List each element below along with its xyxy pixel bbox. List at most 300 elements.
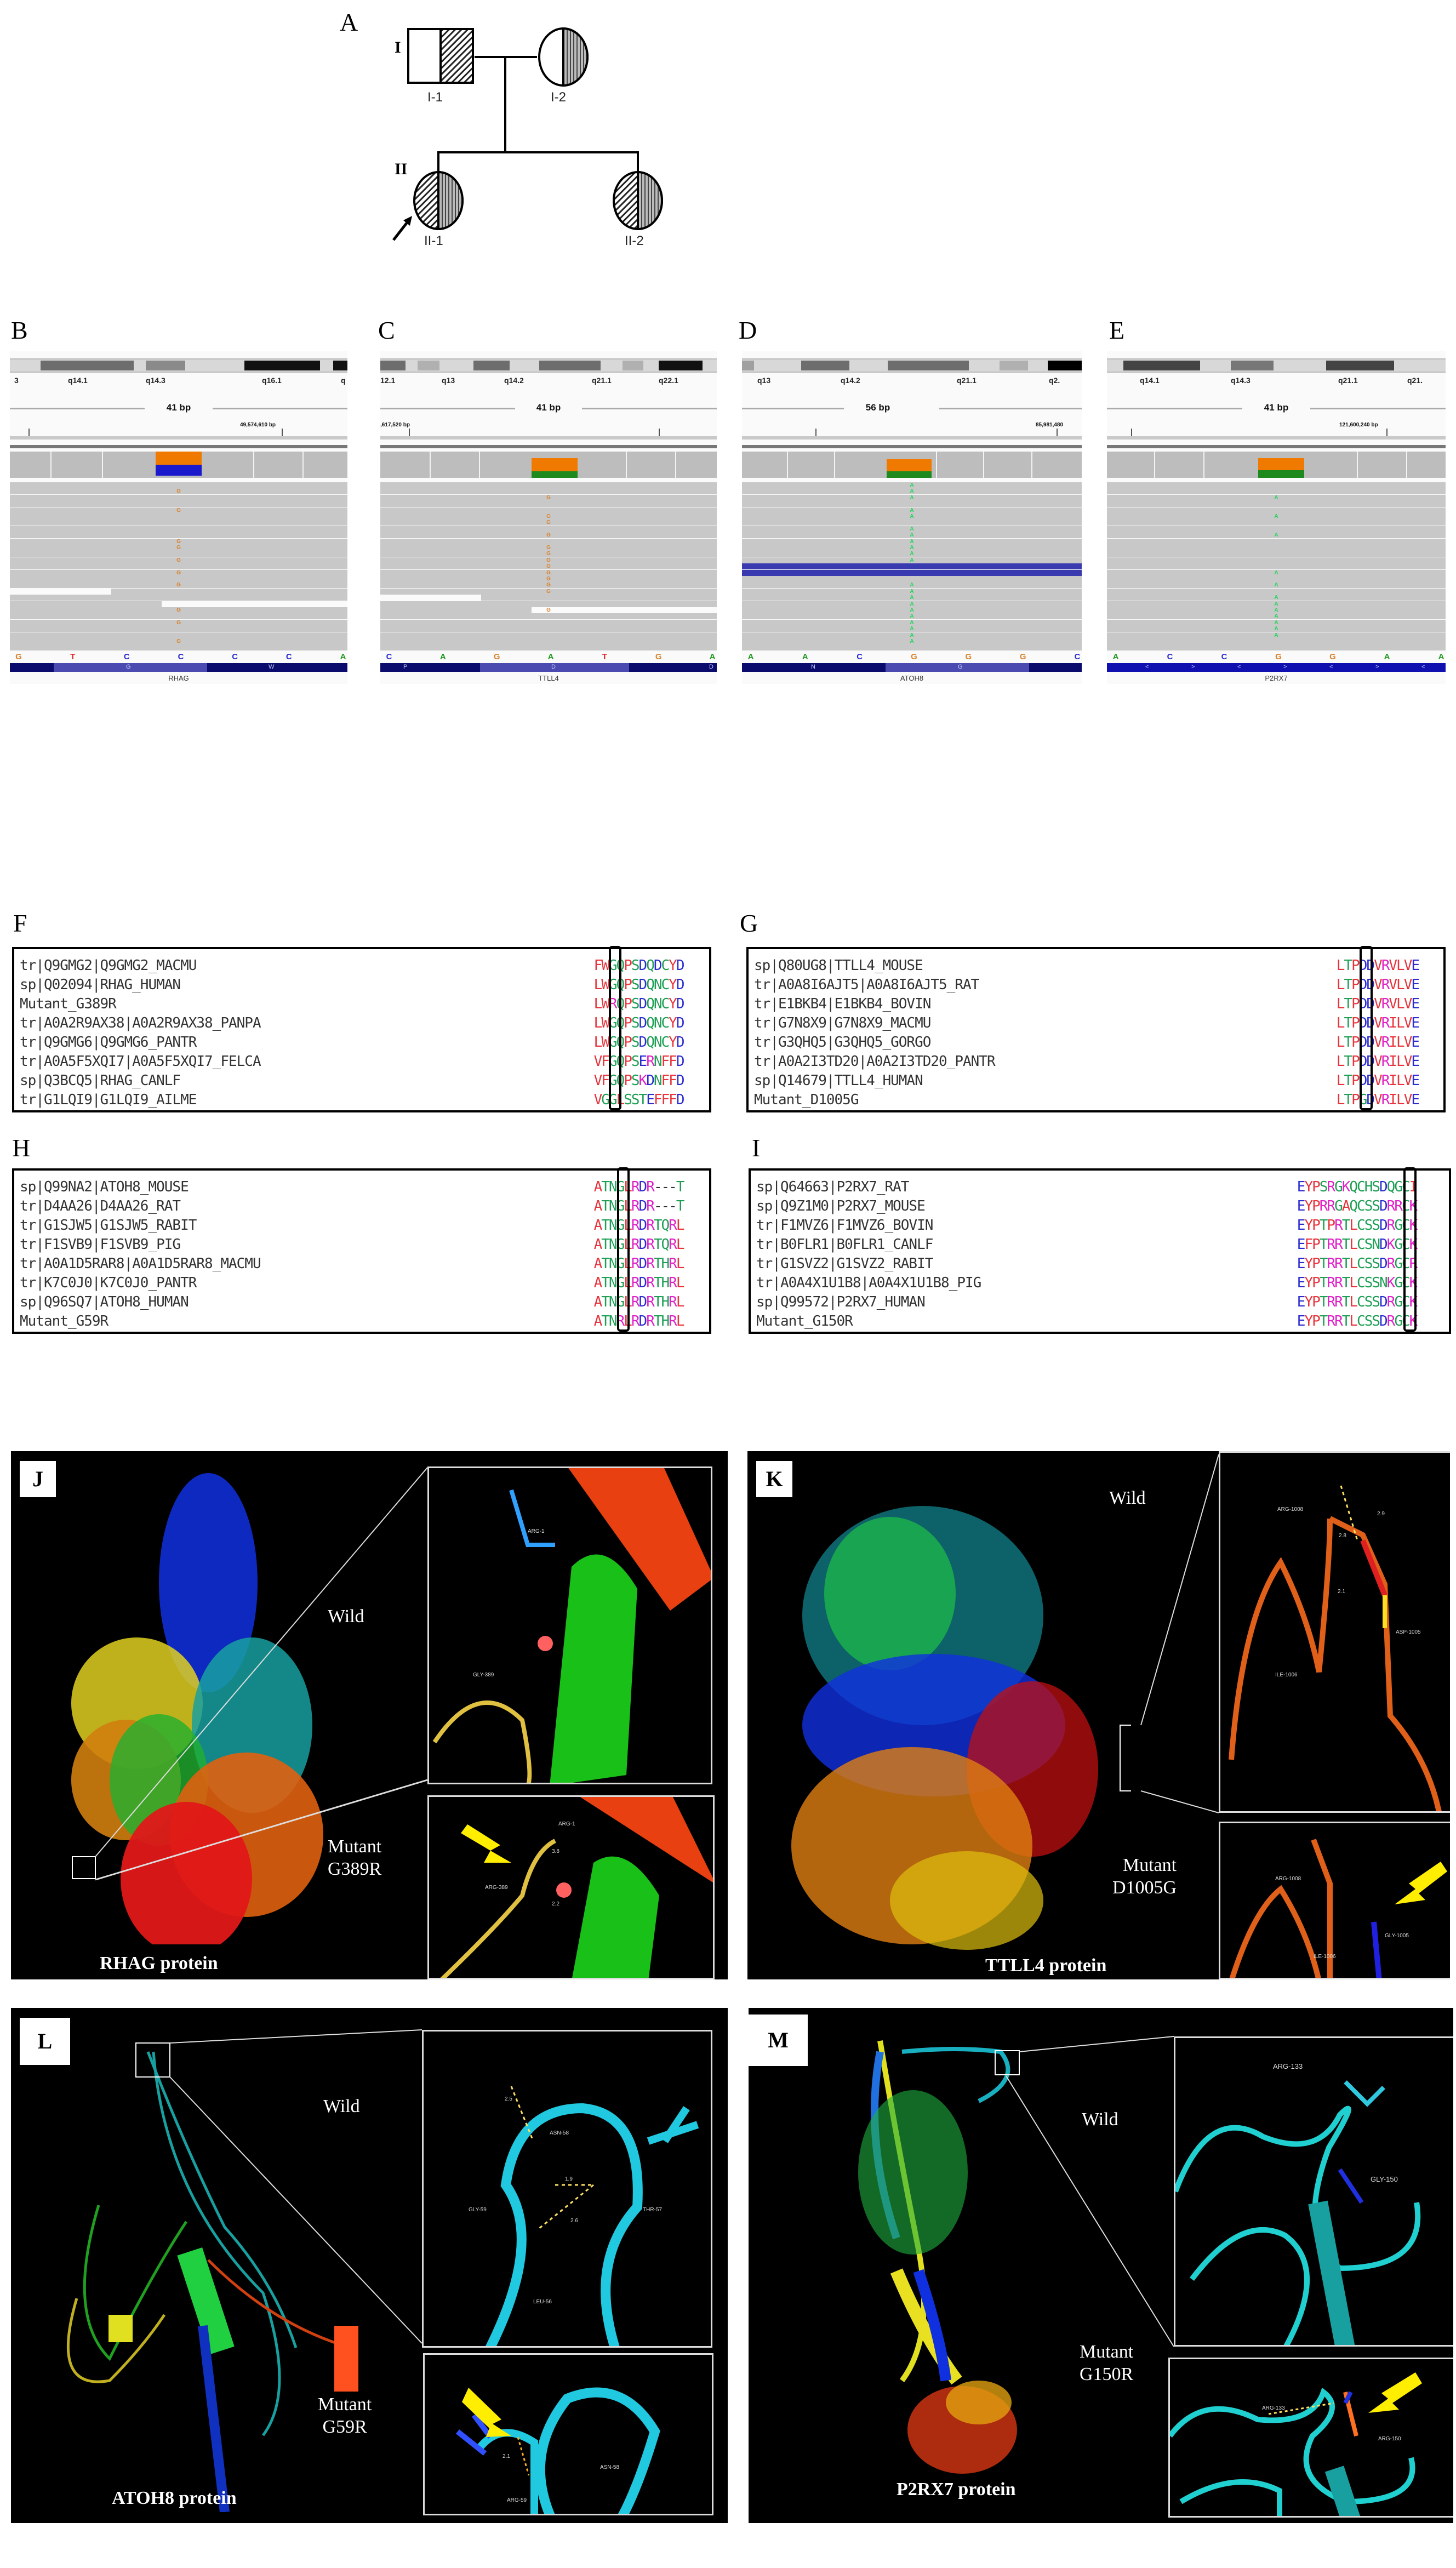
alignment-row-name: tr|A0A4X1U1B8|A0A4X1U1B8_PIG	[756, 1275, 981, 1291]
reference-base: G	[1329, 652, 1336, 661]
mismatch-base: A	[1274, 626, 1278, 632]
amino-acid-track: P D D	[380, 663, 717, 672]
mismatch-base: A	[910, 588, 914, 595]
mismatch-base: G	[176, 557, 181, 563]
reference-base: G	[655, 652, 662, 661]
igv-panel-p2rx7	[1107, 351, 1446, 684]
read	[1107, 520, 1446, 526]
alignment-row-name: tr|D4AA26|D4AA26_RAT	[20, 1198, 181, 1214]
coverage-allele-bar	[1258, 458, 1304, 470]
read	[1107, 563, 1446, 569]
cytoband-labels: q13 q14.2 q21.1 q2.	[757, 376, 1060, 385]
read	[10, 613, 347, 619]
alignment-row-sequence: VGGLSSTEFFFD	[593, 1092, 684, 1108]
alignment-row-sequence: LTPDDVRVLVE	[1336, 977, 1419, 993]
alignment-row-sequence: EYPTRRTLCSSNKGCK	[1297, 1275, 1417, 1291]
individual-i2-label: I-2	[551, 90, 567, 105]
alignment-row-name: sp|Q99NA2|ATOH8_MOUSE	[20, 1179, 189, 1195]
reference-base: G	[1275, 652, 1282, 661]
mismatch-base: G	[546, 569, 551, 576]
coordinate-label: 85,981,480	[1036, 422, 1064, 428]
alignment-row-name: tr|A0A2I3TD20|A0A2I3TD20_PANTR	[754, 1053, 995, 1070]
mismatch-base: G	[546, 563, 551, 570]
mismatch-base: A	[1274, 595, 1278, 601]
read	[1107, 638, 1446, 644]
read	[742, 520, 1082, 526]
mismatch-base: A	[1274, 582, 1278, 589]
reference-base: G	[1019, 652, 1026, 661]
descent-line	[504, 56, 506, 152]
strand-arrow: >	[1283, 664, 1287, 670]
reference-base: A	[709, 652, 716, 661]
reads-track	[10, 482, 347, 651]
individual-ii1-label: II-1	[424, 233, 443, 248]
reference-base: G	[493, 652, 500, 661]
individual-i1-label: I-1	[427, 90, 443, 105]
protein-name-label: TTLL4 protein	[985, 1955, 1107, 1976]
chromosome-ideogram	[380, 358, 717, 373]
alignment-row-name: tr|A0A8I6AJT5|A0A8I6AJT5_RAT	[754, 977, 979, 993]
conserved-site-highlight	[617, 1167, 630, 1332]
mismatch-base: A	[910, 513, 914, 520]
wild-label: Wild	[1082, 2109, 1118, 2130]
read	[1107, 539, 1446, 545]
protein-name-label: RHAG protein	[100, 1953, 218, 1973]
reference-sequence	[380, 652, 717, 662]
protein-panel-ttll4	[747, 1451, 1450, 1979]
reference-base: A	[1384, 652, 1390, 661]
read	[380, 526, 717, 532]
mismatch-base: A	[910, 488, 914, 495]
alignment-row-sequence: EYPTRRTLCSSDRGCK	[1297, 1313, 1417, 1329]
coverage-ref-bar	[1258, 470, 1304, 478]
individual-ii2-circle-icon	[612, 170, 664, 231]
reference-base: A	[1438, 652, 1444, 661]
mismatch-base: A	[1274, 619, 1278, 626]
reference-base: A	[747, 652, 754, 661]
span-bar	[1107, 402, 1446, 414]
read	[10, 595, 347, 601]
alignment-row-name: tr|G1SVZ2|G1SVZ2_RABIT	[756, 1256, 933, 1272]
reference-base: C	[1074, 652, 1081, 661]
mismatch-base: G	[176, 545, 181, 551]
mismatch-base: A	[910, 626, 914, 632]
reference-base: C	[1167, 652, 1173, 661]
read	[1107, 576, 1446, 582]
reads-track	[742, 482, 1082, 651]
alignment-row-sequence: ATNRLRDRTHRL	[593, 1313, 684, 1329]
alignment-row-sequence: ATNGLRDR---T	[593, 1198, 684, 1214]
conserved-site-highlight	[1403, 1167, 1416, 1332]
proband-arrow-icon	[390, 215, 414, 243]
coordinate-label: 49,574,610 bp	[240, 422, 276, 428]
alignment-row-sequence: VFGQPSERNFFD	[593, 1053, 684, 1070]
reference-base: C	[123, 652, 130, 661]
read	[10, 495, 347, 501]
read	[10, 526, 347, 532]
alignment-row-sequence: EYPSRGKQCHSDQGCI	[1297, 1179, 1417, 1195]
mismatch-base: G	[546, 520, 551, 526]
mismatch-base: G	[176, 619, 181, 626]
mismatch-base: A	[1274, 613, 1278, 620]
read	[1107, 545, 1446, 551]
panel-label-k: K	[756, 1461, 792, 1497]
panel-label-c: C	[378, 316, 395, 344]
panel-label-i: I	[752, 1134, 761, 1162]
mismatch-base: A	[1274, 569, 1278, 576]
mismatch-base: G	[176, 488, 181, 495]
alignment-row-name: sp|Q02094|RHAG_HUMAN	[20, 977, 181, 993]
read	[10, 576, 347, 582]
wild-label: Wild	[323, 2096, 360, 2116]
alignment-row-name: Mutant_G150R	[756, 1313, 853, 1329]
gene-label: ATOH8	[900, 674, 924, 682]
reference-base: C	[857, 652, 863, 661]
span-label: 41 bp	[166, 402, 191, 413]
mutant-label: Mutant D1005G	[1112, 1855, 1177, 1898]
alignment-row-name: tr|G7N8X9|G7N8X9_MACMU	[754, 1015, 931, 1031]
read	[380, 644, 717, 650]
wild-label: Wild	[328, 1606, 364, 1627]
alignment-row-sequence: LWRQPSDQNCYD	[593, 996, 684, 1012]
alignment-row-sequence: LTPDDVRVLVE	[1336, 996, 1419, 1012]
read	[10, 601, 162, 607]
reference-base: A	[802, 652, 808, 661]
mismatch-base: G	[546, 576, 551, 582]
strand-arrow: <	[1145, 664, 1149, 670]
read	[742, 501, 1082, 507]
panel-label-j: J	[20, 1461, 56, 1497]
read	[1107, 482, 1446, 488]
wild-label: Wild	[1109, 1488, 1146, 1508]
read	[1107, 526, 1446, 532]
mismatch-base: A	[910, 601, 914, 607]
reference-base: A	[340, 652, 346, 661]
mismatch-base: A	[910, 482, 914, 488]
read	[1107, 488, 1446, 494]
alignment-row-name: tr|Q9GMG6|Q9GMG6_PANTR	[20, 1034, 197, 1051]
panel-label-a: A	[340, 8, 358, 36]
mutant-label: Mutant G150R	[1080, 2342, 1134, 2384]
mismatch-base: G	[546, 551, 551, 557]
alignment-row-name: sp|Q80UG8|TTLL4_MOUSE	[754, 957, 923, 974]
cytoband-labels: q14.1 q14.3 q21.1 q21.	[1140, 376, 1423, 385]
read	[380, 539, 717, 545]
reference-base: C	[178, 652, 184, 661]
alignment-row-sequence: FWGQPSDQDCYD	[593, 957, 684, 974]
reference-base: G	[911, 652, 917, 661]
mismatch-base: G	[546, 494, 551, 501]
individual-i1-square-icon	[407, 27, 475, 84]
span-label: 41 bp	[1264, 402, 1289, 413]
chromosome-ideogram	[742, 358, 1082, 373]
mismatch-base: A	[1274, 632, 1278, 638]
alignment-row-sequence: ATNGLRDR---T	[593, 1179, 684, 1195]
wild-inset: ARG-133 GLY-150	[1174, 2036, 1453, 2347]
alignment-row-sequence: LTPGDVRILVE	[1336, 1092, 1419, 1108]
read	[380, 607, 532, 613]
mismatch-base: A	[910, 613, 914, 620]
protein-panel-rhag	[11, 1451, 728, 1979]
mismatch-base: A	[910, 595, 914, 601]
read	[380, 601, 717, 607]
amino-acid-track	[1107, 663, 1446, 672]
mismatch-base: G	[546, 532, 551, 539]
alignment-row-sequence: ATNGLRDRTQRL	[593, 1236, 684, 1253]
ruler	[742, 436, 1082, 440]
read	[380, 482, 717, 488]
span-bar	[380, 402, 717, 414]
alignment-row-name: tr|A0A5F5XQI7|A0A5F5XQI7_FELCA	[20, 1053, 261, 1070]
mutant-label: Mutant G59R	[318, 2394, 372, 2437]
mismatch-base: A	[910, 551, 914, 557]
alignment-row-name: Mutant_G59R	[20, 1313, 109, 1329]
read	[10, 626, 347, 632]
alignment-row-sequence: ATNGLRDRTHRL	[593, 1275, 684, 1291]
alignment-row-name: Mutant_G389R	[20, 996, 116, 1012]
mutant-inset: ARG-1 ARG-389 3.8 2.2	[427, 1795, 715, 1979]
ruler	[10, 436, 347, 440]
mismatch-base: G	[546, 607, 551, 613]
wild-inset: ARG-1 GLY-389	[427, 1466, 712, 1784]
read	[10, 551, 347, 557]
alignment-row-name: tr|G1SJW5|G1SJW5_RABIT	[20, 1217, 197, 1234]
panel-label-l: L	[20, 2018, 70, 2065]
panel-label-b: B	[11, 316, 28, 344]
alignment-row-sequence: LTPDDVRILVE	[1336, 1053, 1419, 1070]
read	[10, 632, 347, 638]
reference-base: C	[286, 652, 292, 661]
coordinate-label: ,617,520 bp	[380, 422, 410, 428]
mismatch-base: G	[176, 569, 181, 576]
mismatch-base: A	[910, 538, 914, 545]
mismatch-base: A	[910, 638, 914, 644]
protein-name-label: P2RX7 protein	[897, 2479, 1016, 2499]
igv-panel-atoh8	[742, 351, 1082, 684]
igv-panel-rhag	[10, 351, 347, 684]
read	[742, 563, 1082, 569]
mismatch-base: A	[910, 582, 914, 589]
coordinate-label: 121,600,240 bp	[1339, 422, 1378, 428]
read	[1107, 644, 1446, 650]
mismatch-base: A	[1274, 532, 1278, 539]
mismatch-base: A	[1274, 494, 1278, 501]
alignment-row-sequence: LWGQPSDQNCYD	[593, 977, 684, 993]
alignment-row-name: tr|A0A1D5RAR8|A0A1D5RAR8_MACMU	[20, 1256, 261, 1272]
read	[1107, 551, 1446, 557]
alignment-panel-atoh8	[12, 1168, 711, 1334]
panel-label-m: M	[749, 2015, 808, 2066]
alignment-row-sequence: ATNGLRDRTQRL	[593, 1217, 684, 1234]
alignment-row-name: tr|G3QHQ5|G3QHQ5_GORGO	[754, 1034, 931, 1051]
mismatch-base: A	[910, 507, 914, 513]
mismatch-base: A	[910, 532, 914, 539]
coverage-allele-bar	[887, 459, 932, 471]
span-label: 56 bp	[865, 402, 890, 413]
gene-label: RHAG	[168, 674, 189, 682]
alignment-row-name: tr|K7C0J0|K7C0J0_PANTR	[20, 1275, 197, 1291]
reference-base: T	[602, 652, 607, 661]
read	[481, 595, 717, 601]
alignment-row-name: tr|F1MVZ6|F1MVZ6_BOVIN	[756, 1217, 933, 1234]
alignment-row-sequence: LWGQPSDQNCYD	[593, 1015, 684, 1031]
alignment-row-sequence: EYPTRRTLCSSDRGCR	[1297, 1256, 1417, 1272]
mismatch-base: G	[176, 538, 181, 545]
mismatch-base: A	[910, 545, 914, 551]
mismatch-base: A	[910, 494, 914, 501]
mismatch-base: G	[176, 507, 181, 513]
reference-base: T	[70, 652, 76, 661]
strand-arrow: >	[1375, 664, 1379, 670]
wild-inset: ARG-1008 ASP-1005 ILE-1006 2.9 2.8 2.1	[1219, 1451, 1450, 1813]
mismatch-base: G	[546, 545, 551, 551]
alignment-row-name: sp|Q9Z1M0|P2RX7_MOUSE	[756, 1198, 925, 1214]
alignment-panel-p2rx7	[749, 1168, 1451, 1334]
alignment-row-name: tr|Q9GMG2|Q9GMG2_MACMU	[20, 957, 197, 974]
mismatch-base: G	[176, 607, 181, 613]
alignment-row-name: Mutant_D1005G	[754, 1092, 859, 1108]
mismatch-base: G	[546, 557, 551, 563]
mutant-label: Mutant G389R	[328, 1836, 382, 1879]
read	[10, 532, 347, 538]
mismatch-base: A	[1274, 607, 1278, 613]
alignment-row-sequence: LTPDDVRILVE	[1336, 1072, 1419, 1089]
gene-label: TTLL4	[538, 674, 559, 682]
alignment-row-name: tr|B0FLR1|B0FLR1_CANLF	[756, 1236, 933, 1253]
protein-name-label: ATOH8 protein	[112, 2488, 237, 2508]
alignment-row-name: tr|E1BKB4|E1BKB4_BOVIN	[754, 996, 931, 1012]
panel-label-h: H	[12, 1134, 31, 1162]
reference-base: G	[15, 652, 22, 661]
read	[380, 488, 717, 494]
individual-ii1-circle-icon	[412, 170, 465, 231]
alignment-row-name: tr|A0A2R9AX38|A0A2R9AX38_PANPA	[20, 1015, 261, 1031]
generation-label-2: II	[395, 160, 408, 178]
alignment-row-sequence: EYPTPRTLCSSDRGCK	[1297, 1217, 1417, 1234]
coverage-ref-bar	[532, 471, 578, 478]
strand-arrow: >	[1191, 664, 1195, 670]
alignment-row-name: sp|Q96SQ7|ATOH8_HUMAN	[20, 1294, 189, 1310]
mismatch-base: A	[1274, 601, 1278, 607]
reference-base: G	[965, 652, 972, 661]
alignment-row-sequence: EYPRRGAQCSSDRRCK	[1297, 1198, 1417, 1214]
protein-panel-atoh8	[11, 2008, 728, 2523]
coverage-allele-bar	[156, 452, 202, 465]
individual-ii2-label: II-2	[625, 233, 644, 248]
chromosome-ideogram	[1107, 358, 1446, 373]
alignment-row-sequence: EFPTRRTLCSNDKGCK	[1297, 1236, 1417, 1253]
read	[380, 626, 717, 632]
alignment-row-sequence: LTPDDVRVLVE	[1336, 957, 1419, 974]
alignment-row-sequence: LTPDDVRILVE	[1336, 1015, 1419, 1031]
alignment-row-name: tr|F1SVB9|F1SVB9_PIG	[20, 1236, 181, 1253]
generation-label-1: I	[395, 38, 401, 56]
read	[10, 644, 347, 650]
strand-arrow: <	[1329, 664, 1333, 670]
reference-base: C	[1221, 652, 1227, 661]
ruler	[1107, 436, 1446, 440]
coverage-ref-bar	[156, 465, 202, 476]
wild-inset: ASN-58 GLY-59 THR-57 LEU-56 2.5 1.9 2.6	[422, 2030, 712, 2348]
read	[1107, 589, 1446, 595]
alignment-row-sequence: EYPTRRTLCSSDRGCK	[1297, 1294, 1417, 1310]
read	[1107, 501, 1446, 507]
read	[742, 644, 1082, 650]
conserved-site-highlight	[609, 946, 621, 1110]
amino-acid-track: G W	[10, 663, 347, 672]
reference-sequence	[1107, 652, 1446, 662]
read	[380, 501, 717, 507]
read	[742, 570, 1082, 576]
read	[380, 613, 717, 619]
read	[10, 501, 347, 507]
sibship-line	[437, 151, 638, 153]
reads-track	[380, 482, 717, 651]
igv-panel-ttll4	[380, 351, 717, 684]
reference-base: A	[439, 652, 446, 661]
reference-sequence	[10, 652, 347, 662]
panel-label-e: E	[1109, 316, 1125, 344]
coverage-ref-bar	[887, 471, 932, 478]
alignment-row-name: sp|Q14679|TTLL4_HUMAN	[754, 1072, 923, 1089]
alignment-row-name: sp|Q64663|P2RX7_RAT	[756, 1179, 909, 1195]
mutant-inset: ARG-59 ASN-58 2.1	[423, 2353, 713, 2515]
coverage-allele-bar	[532, 458, 578, 471]
span-bar	[10, 402, 347, 414]
alignment-row-sequence: LWGQPSDQNCYD	[593, 1034, 684, 1051]
read	[380, 632, 717, 638]
read	[10, 520, 347, 526]
reference-base: C	[232, 652, 238, 661]
strand-arrow: <	[1237, 664, 1241, 670]
ruler	[380, 436, 717, 440]
mismatch-base: G	[546, 582, 551, 589]
read	[380, 620, 717, 626]
individual-i2-circle-icon	[537, 26, 590, 88]
alignment-row-sequence: LTPDDVRILVE	[1336, 1034, 1419, 1051]
read	[111, 589, 347, 595]
mismatch-base: G	[176, 638, 181, 644]
mismatch-base: G	[546, 588, 551, 595]
mismatch-base: A	[910, 619, 914, 626]
reference-base: A	[1112, 652, 1119, 661]
alignment-row-sequence: ATNGLRDRTHRL	[593, 1256, 684, 1272]
mutant-inset: ARG-1008 GLY-1005 ILE-1006	[1219, 1822, 1450, 1979]
alignment-row-name: sp|Q99572|P2RX7_HUMAN	[756, 1294, 925, 1310]
panel-label-f: F	[13, 909, 27, 937]
mismatch-base: A	[910, 557, 914, 563]
span-bar	[742, 402, 1082, 414]
read	[1107, 557, 1446, 563]
alignment-row-sequence: VFGQPSKDNFFD	[593, 1072, 684, 1089]
reads-track	[1107, 482, 1446, 651]
strand-arrow: <	[1421, 664, 1425, 670]
amino-acid-track: N G	[742, 663, 1082, 672]
cytoband-labels: 3 q14.1 q14.3 q16.1 q	[14, 376, 346, 385]
alignment-panel-ttll4	[746, 947, 1446, 1112]
chromosome-ideogram	[10, 358, 347, 373]
panel-label-d: D	[739, 316, 757, 344]
mutant-inset: ARG-133 ARG-150	[1168, 2358, 1453, 2518]
alignment-row-name: tr|G1LQI9|G1LQI9_AILME	[20, 1092, 197, 1108]
span-label: 41 bp	[536, 402, 561, 413]
alignment-row-name: sp|Q3BCQ5|RHAG_CANLF	[20, 1072, 181, 1089]
mismatch-base: G	[176, 582, 181, 589]
mismatch-base: A	[910, 526, 914, 532]
mismatch-base: A	[1274, 513, 1278, 520]
read	[10, 482, 347, 488]
read	[1107, 507, 1446, 513]
